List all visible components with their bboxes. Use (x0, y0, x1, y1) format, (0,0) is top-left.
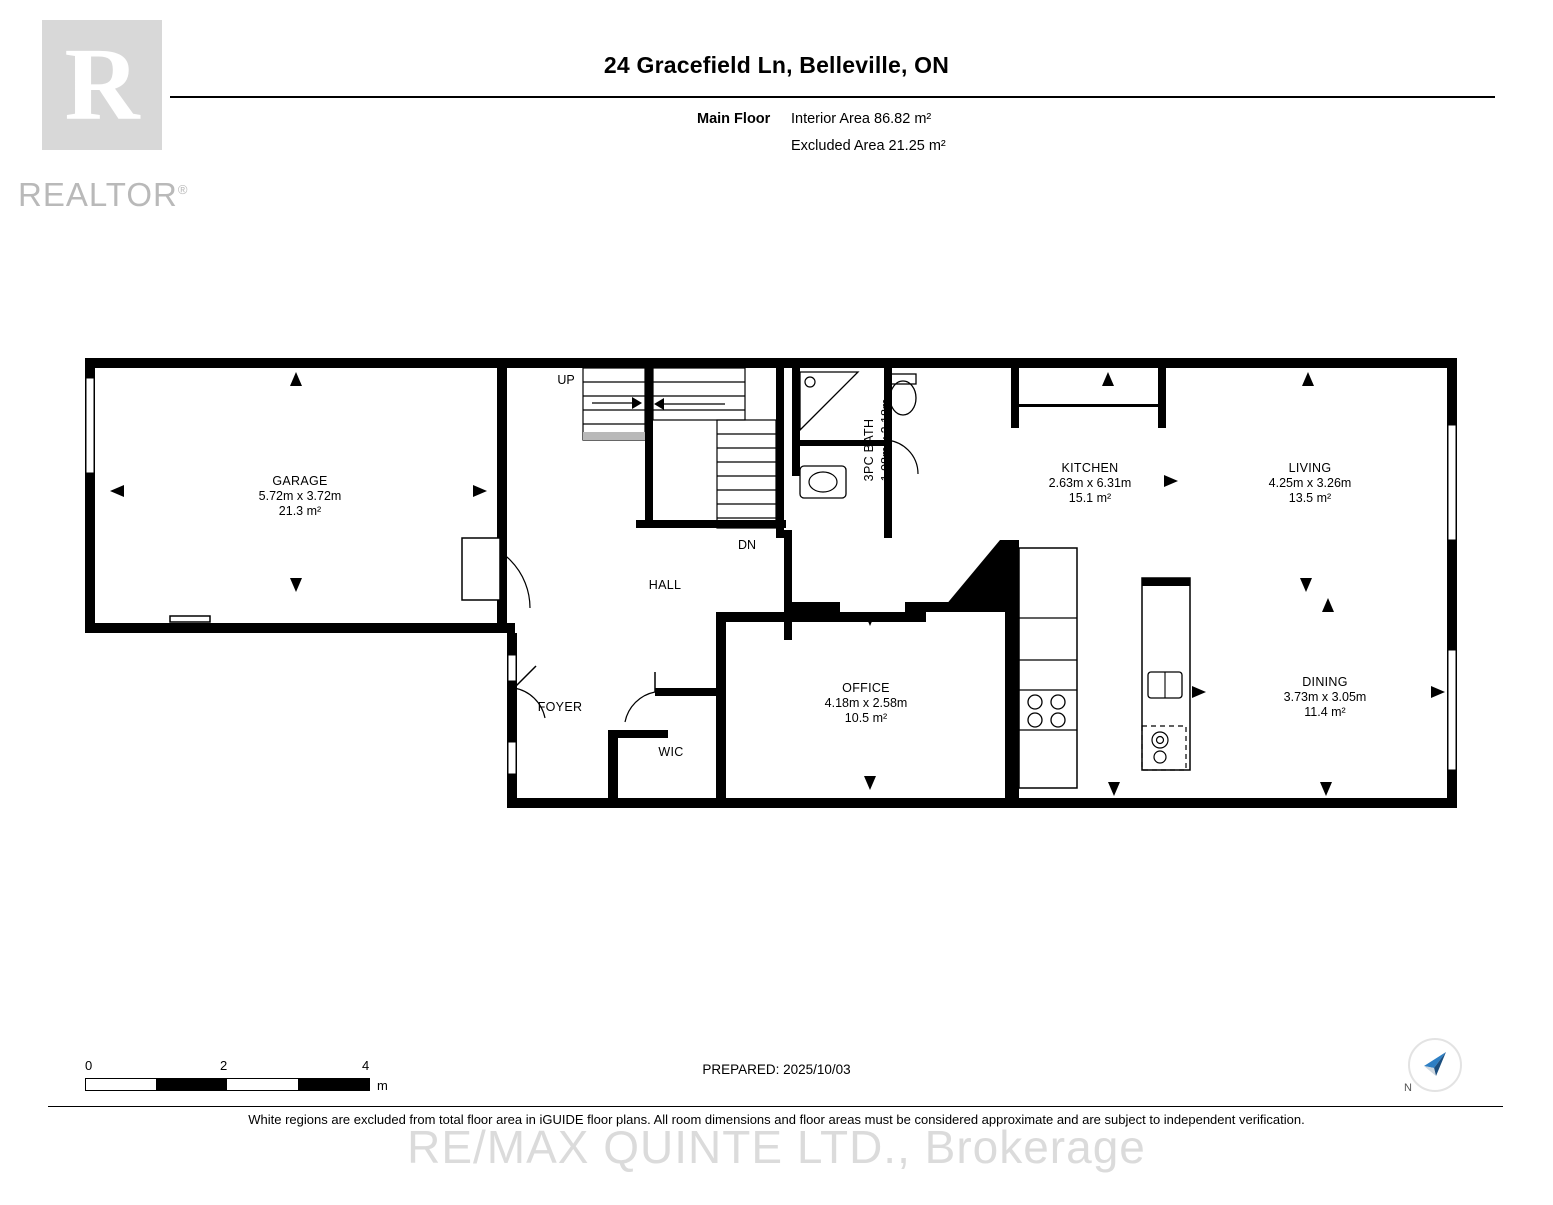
room-label-living: LIVING 4.25m x 3.26m 13.5 m² (1268, 461, 1352, 505)
compass-ring (1408, 1038, 1462, 1092)
scale-bar-segment (156, 1078, 227, 1091)
floor-label: Main Floor (697, 111, 771, 127)
stair-label-down: DN (737, 538, 757, 552)
room-label-hall: HALL (648, 578, 682, 592)
realtor-logo-wordmark: REALTOR® (18, 176, 189, 213)
room-label-dining: DINING 3.73m x 3.05m 11.4 m² (1283, 675, 1367, 719)
scale-unit: m (377, 1078, 388, 1093)
scale-tick-4: 4 (362, 1058, 370, 1073)
room-label-kitchen: KITCHEN 2.63m x 6.31m 15.1 m² (1048, 461, 1132, 505)
room-label-foyer: FOYER (537, 700, 583, 714)
prepared-date: PREPARED: 2025/10/03 (702, 1062, 851, 1077)
stair-label-up: UP (557, 373, 575, 387)
realtor-logo-letter: R (64, 27, 140, 142)
scale-tick-2: 2 (220, 1058, 228, 1073)
compass-rose (1400, 1030, 1470, 1100)
room-label-garage: GARAGE 5.72m x 3.72m 21.3 m² (258, 474, 342, 518)
compass-north-label: N (1404, 1082, 1412, 1094)
brokerage-watermark: RE/MAX QUINTE LTD., Brokerage (407, 1121, 1146, 1173)
room-label-wic: WIC (658, 745, 684, 759)
scale-bar-segment (298, 1078, 370, 1091)
footer-divider (48, 1106, 1503, 1107)
excluded-area-text: Excluded Area 21.25 m² (791, 138, 946, 154)
page-title: 24 Gracefield Ln, Belleville, ON (603, 52, 950, 78)
interior-area-text: Interior Area 86.82 m² (791, 111, 932, 127)
room-label-3pc-bath: 3PC BATH (862, 418, 876, 482)
scale-tick-0: 0 (85, 1058, 93, 1073)
room-label-office: OFFICE 4.18m x 2.58m 10.5 m² (824, 681, 908, 725)
room-dims-3pc-bath: 1.98m x 2.18m (879, 398, 893, 482)
disclaimer-text: White regions are excluded from total floor area in iGUIDE floor plans. All room dimensions and floor areas must be considered approximate and are subject to independent verification. (248, 1112, 1305, 1127)
